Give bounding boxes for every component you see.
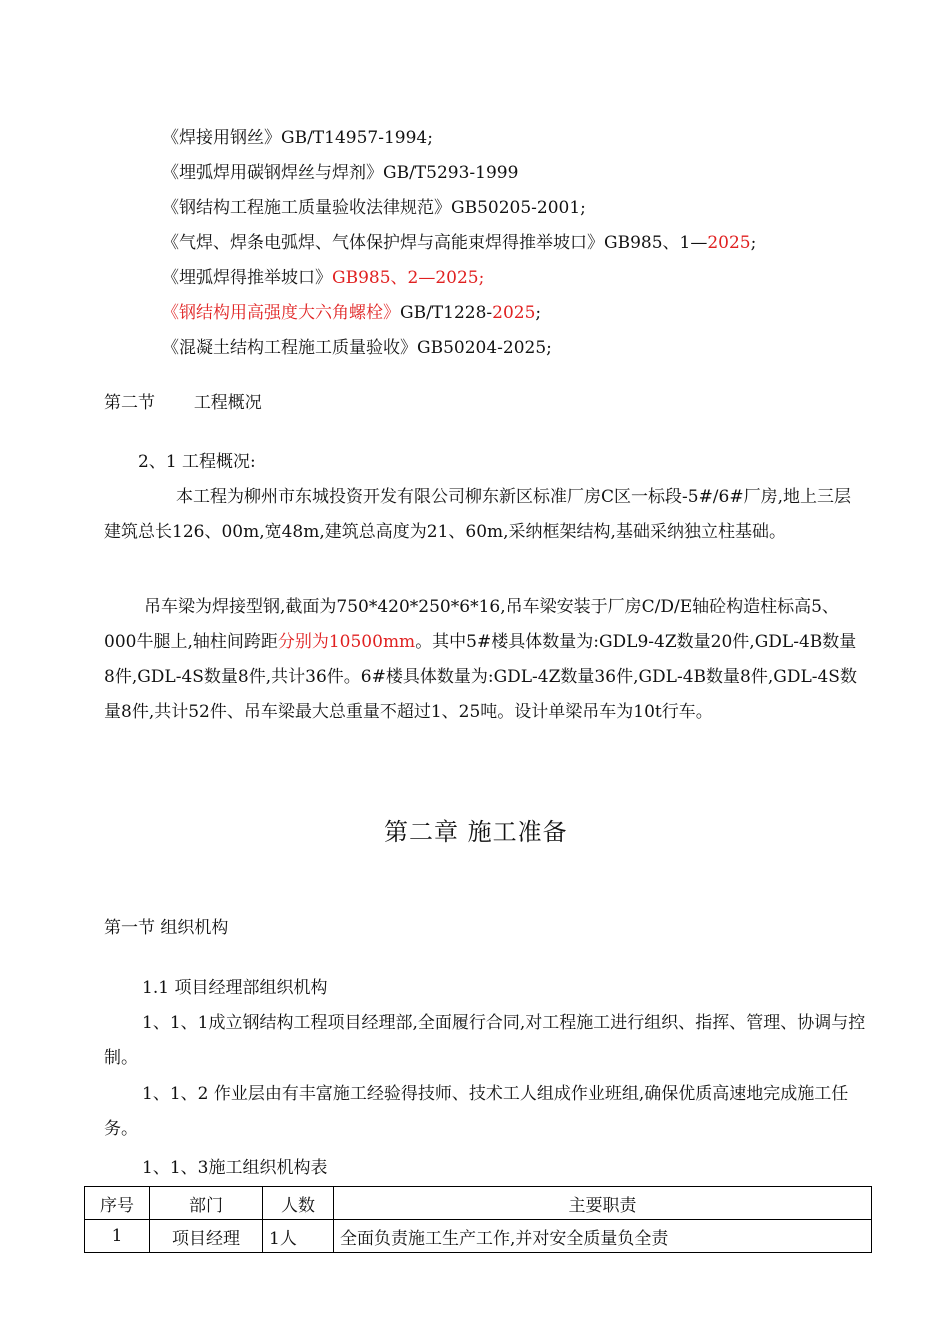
- text-run: ;: [750, 233, 757, 253]
- standard-item: [162, 333, 552, 358]
- text-run: 《混凝土结构工程施工质量验收》GB50204-2025;: [162, 338, 552, 358]
- cell-headcount: 1人: [263, 1220, 334, 1253]
- subsection-heading: 2、1 工程概况:: [138, 452, 256, 472]
- cell-department: 项目经理: [150, 1220, 263, 1253]
- table-header-row: [85, 1187, 872, 1220]
- standard-item: [162, 158, 518, 183]
- highlight-text: 2025: [492, 303, 536, 323]
- text-run: 吊车梁为焊接型钢,截面为750*420*250*6*16,吊车梁安装于厂房C/D/E轴砼构造柱标高5、000牛腿上,轴柱间跨距: [104, 597, 839, 652]
- standard-item: [162, 123, 433, 148]
- subsection-heading-org: 1.1 项目经理部组织机构: [142, 978, 328, 998]
- text-run: ;: [535, 303, 542, 323]
- text-run: 《钢结构工程施工质量验收法律规范》GB50205-2001;: [162, 198, 586, 218]
- standard-item: [162, 263, 484, 288]
- text-run: GB/T1228-: [400, 303, 493, 323]
- header-department: 部门: [150, 1187, 263, 1220]
- org-table: [84, 1186, 872, 1253]
- cell-duties: 全面负责施工生产工作,并对安全质量负全责: [334, 1220, 872, 1253]
- text-run: 《埋弧焊用碳钢焊丝与焊剂》GB/T5293-1999: [162, 163, 519, 183]
- header-index: 序号: [85, 1187, 150, 1220]
- section-label: 第二节: [104, 393, 155, 413]
- paragraph-crane-beam: [104, 590, 864, 730]
- item-1-1-3: 1、1、3施工组织机构表: [142, 1158, 328, 1178]
- standard-item: [162, 298, 541, 323]
- highlight-text: 分别为10500mm: [277, 632, 416, 652]
- standard-item: [162, 228, 756, 253]
- section-heading-org: 第一节 组织机构: [104, 918, 229, 938]
- highlight-text: 《钢结构用高强度大六角螺栓》: [162, 303, 400, 323]
- highlight-text: 2025: [707, 233, 751, 253]
- text-run: 《埋弧焊得推举坡口》: [162, 268, 332, 288]
- text-run: 。其中5#楼具体数量为:GDL9-4Z数量20件,GDL-4B数量8件,GDL-4S数量8件,共计36件。6#楼具体数量为:GDL-4Z数量36件,GDL-4B数量8件,GDL-4S数量8件,共计52件、吊车梁最大总重量不超过1、25吨。设计单梁吊车为10t行车。: [104, 632, 857, 722]
- section-title: 工程概况: [193, 393, 262, 413]
- chapter-heading: 第二章 施工准备: [384, 818, 568, 846]
- section-heading: [104, 388, 262, 413]
- paragraph-project-overview: 本工程为柳州市东城投资开发有限公司柳东新区标准厂房C区一标段-5#/6#厂房,地上三层建筑总长126、00m,宽48m,建筑总高度为21、60m,采纳框架结构,基础采纳独立柱基础。: [104, 487, 852, 542]
- item-1-1-2: 1、1、2 作业层由有丰富施工经验得技师、技术工人组成作业班组,确保优质高速地完成施工任务。: [104, 1084, 849, 1139]
- item-1-1-1: 1、1、1成立钢结构工程项目经理部,全面履行合同,对工程施工进行组织、指挥、管理、协调与控制。: [104, 1013, 866, 1068]
- highlight-text: GB985、2—2025;: [332, 268, 485, 288]
- header-headcount: 人数: [263, 1187, 334, 1220]
- cell-index: 1: [85, 1220, 150, 1253]
- text-run: 《气焊、焊条电弧焊、气体保护焊与高能束焊得推举坡口》GB985、1—: [162, 233, 708, 253]
- text-run: 《焊接用钢丝》GB/T14957-1994;: [162, 128, 433, 148]
- table-row: [85, 1220, 872, 1253]
- header-duties: 主要职责: [334, 1187, 872, 1220]
- standard-item: [162, 193, 586, 218]
